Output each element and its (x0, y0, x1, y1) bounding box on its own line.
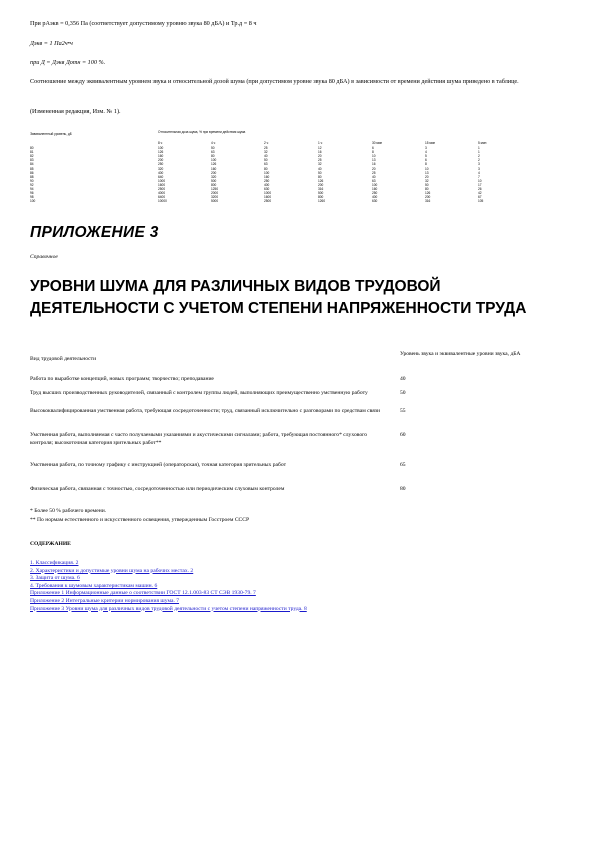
dose-table-cell: 16 (372, 162, 376, 167)
dose-table-cell: 10 (372, 154, 376, 159)
dose-table-cell: 200 (211, 170, 217, 175)
dose-table-cell: 400 (158, 170, 164, 175)
dose-table-cell: 6400 (158, 195, 166, 200)
dose-table-level-cell: 100 (30, 199, 36, 204)
dose-table-cell: 200 (425, 195, 431, 200)
dose-table-level-cell: 96 (30, 191, 34, 196)
dose-table-cell: 40 (318, 166, 322, 171)
dose-table-level-cell: 98 (30, 195, 34, 200)
dose-table-cell: 126 (211, 162, 217, 167)
dose-table-cell: 400 (372, 195, 378, 200)
dose-table-col-header: 2 ч (264, 141, 269, 145)
dose-table-cell: 50 (211, 146, 215, 150)
dose-table-cell: 3200 (211, 195, 219, 200)
dose-table-cell: 40 (372, 174, 376, 179)
dose-table-cell: 80 (425, 187, 429, 191)
footnote-2: ** По нормам естественного и искусственного освещения, утвержденным Госстроем СССР (30, 517, 250, 523)
dose-table-level-cell: 82 (30, 154, 34, 159)
activity-cell: Умственная работа, по точному графику с инструкцией (операторская), точная категория зрительных работ (30, 462, 287, 468)
dose-table-cell: 10 (478, 178, 482, 183)
dose-table-cell: 80 (211, 154, 215, 159)
dose-table-cell: 32 (318, 162, 322, 167)
dose-table-cell: 20 (318, 154, 322, 159)
dose-table-cell: 400 (264, 182, 270, 187)
dose-table-cell: 4 (478, 170, 480, 175)
amendment-note: (Измененная редакция, Изм. № 1). (30, 108, 121, 115)
dose-table-cell: 4 (425, 150, 427, 155)
dose-table-cell: 200 (318, 182, 324, 187)
dose-table-cell: 3 (425, 146, 427, 150)
dose-table-cell: 8 (425, 162, 427, 167)
dose-table-cell: 67 (478, 195, 482, 200)
intro-line-1: При рАэкв = 0,356 Па (соответствует допустимому уровню звука 80 дБА) и Тр.д = 8 ч (30, 20, 257, 27)
dose-table-cell: 100 (372, 182, 378, 187)
activity-cell: Труд высших производственных руководителей, связанный с контролем группы людей, выполняющих преимущественно умственную работу (30, 390, 368, 396)
dose-table-cell: 320 (211, 174, 217, 179)
dose-table-cell: 10 (425, 166, 429, 171)
footnote-1: * Более 50 % рабочего времени. (30, 508, 107, 514)
dose-table-cell: 2500 (264, 199, 272, 204)
dose-table-col-header: 1 ч (318, 141, 323, 145)
dose-table-cell: 250 (158, 162, 164, 167)
dose-table-cell: 2 (478, 158, 480, 163)
dose-table-cell: 10000 (158, 199, 167, 204)
dose-table-cell: 7 (478, 174, 480, 179)
dose-table-cell: 640 (158, 174, 164, 179)
dose-table-cell: 160 (158, 154, 164, 159)
dose-table-cell: 316 (318, 187, 324, 191)
noise-level-cell: 65 (400, 462, 406, 468)
dose-table-level-cell: 86 (30, 170, 34, 175)
contents-link[interactable]: 1. Классификация. 2 (30, 560, 79, 566)
activity-cell: Физическая работа, связанная с точностью, сосредоточенностью или периодическим слуховым контролем (30, 486, 285, 492)
intro-line-2: Дэкв = 1 Па2ч•ч (30, 40, 73, 47)
contents-link[interactable]: Приложение 3 Уровни шума для различных видов трудовой деятельности с учетом степени напряженности труда. 8 (30, 605, 307, 612)
dose-table-col-header: 8 ч (158, 141, 163, 145)
dose-table-col-header: 4 ч (211, 141, 216, 145)
dose-table-cell: 1250 (211, 187, 219, 191)
dose-table-cell: 32 (264, 150, 268, 155)
levels-header-level: Уровень звука и эквивалентные уровни звука, дБА (400, 351, 521, 357)
contents-link[interactable]: 2. Характеристики и допустимые уровни шума на рабочих местах. 2 (30, 567, 194, 574)
noise-level-cell: 40 (400, 376, 406, 382)
dose-table-cell: 63 (264, 162, 268, 167)
dose-table-cell: 40 (264, 154, 268, 159)
dose-table-cell: 160 (372, 187, 378, 191)
dose-table-cell: 800 (211, 182, 217, 187)
contents-link[interactable]: Приложение 2 Интегральные критерии нормирования шума. 7 (30, 597, 180, 604)
dose-table-cell: 5000 (211, 199, 219, 204)
dose-table-cell: 1000 (264, 191, 272, 196)
dose-table-cell: 63 (372, 178, 376, 183)
dose-table-cell: 500 (318, 191, 324, 196)
dose-table-level-cell: 90 (30, 178, 34, 183)
dose-table-cell: 16 (318, 150, 322, 155)
dose-table-cell: 6 (425, 158, 427, 163)
dose-table-cell: 100 (211, 158, 217, 163)
dose-table-col0-header: Эквивалентный уровень, дБ (30, 132, 72, 136)
dose-table-cell: 100 (158, 146, 164, 150)
dose-table-cell: 50 (318, 170, 322, 175)
activity-cell: Умственная работа, выполняемая с часто получаемыми указаниями и акустическими сигналами; работа, требующая постоянного* слухового контроля; высокоточная категория зрительных работ** (30, 432, 368, 446)
activity-cell: Высококвалифицированная умственная работа, требующая сосредоточенности; труд, связанный исключительно с разговорами по средствам связи (30, 408, 381, 414)
dose-table-cell: 160 (264, 174, 270, 179)
contents-heading: СОДЕРЖАНИЕ (30, 541, 71, 547)
dose-table-col-header: 30 мин (372, 141, 383, 145)
dose-table-cell: 316 (425, 199, 431, 204)
contents-link[interactable]: 3. Защита от шума. 6 (30, 575, 80, 582)
dose-table-cell: 50 (264, 158, 268, 163)
contents-list (30, 560, 307, 613)
appendix-heading: ПРИЛОЖЕНИЕ 3 (30, 224, 159, 241)
dose-table-cell: 126 (158, 150, 164, 155)
noise-level-cell: 80 (400, 486, 406, 492)
dose-table-cell: 250 (372, 191, 378, 196)
dose-table-level-cell: 85 (30, 166, 34, 171)
dose-table-level-cell: 80 (30, 146, 34, 150)
dose-table-cell: 1260 (318, 199, 326, 204)
dose-table-cell: 63 (211, 150, 215, 155)
dose-table-cell: 1600 (158, 182, 166, 187)
dose-table-cell: 50 (425, 182, 429, 187)
activity-cell: Работа по выработке концепций, новых программ; творчество; преподавание (30, 376, 214, 382)
dose-table-cell: 25 (318, 158, 322, 163)
dose-table-cell: 12 (318, 146, 322, 150)
dose-table-cell: 630 (264, 187, 270, 191)
dose-table-cell: 13 (425, 170, 429, 175)
dose-table-cell: 80 (264, 166, 268, 171)
dose-table-cell: 630 (372, 199, 378, 204)
dose-table-cell: 25 (372, 170, 376, 175)
dose-table-cell: 26 (478, 187, 482, 191)
noise-level-cell: 55 (400, 408, 406, 414)
dose-table-cell: 4000 (158, 191, 166, 196)
dose-table-col-header: 5 мин (478, 141, 487, 145)
dose-table-cell: 80 (318, 174, 322, 179)
dose-table-cell: 17 (478, 182, 482, 187)
dose-table-cell: 8 (372, 150, 374, 155)
dose-table-cell: 2000 (211, 191, 219, 196)
dose-table-cell: 2 (478, 154, 480, 159)
dose-table-cell: 20 (425, 174, 429, 179)
dose-table-cell: 100 (264, 170, 270, 175)
levels-header-activity: Вид трудовой деятельности (30, 356, 97, 362)
dose-table-cell: 200 (158, 158, 164, 163)
dose-table-level-cell: 88 (30, 174, 34, 179)
dose-table-cell: 5 (425, 154, 427, 159)
contents-link[interactable]: 4. Требования к шумовым характеристикам машин. 6 (30, 582, 158, 589)
dose-table-cell: 25 (264, 146, 268, 150)
dose-table-cell: 800 (318, 195, 324, 200)
dose-table-cell: 1 (478, 150, 480, 155)
dose-table-cell: 126 (318, 178, 324, 183)
appendix-subheading: Справочное (30, 254, 58, 260)
dose-table-cell: 126 (425, 191, 431, 196)
dose-table-level-cell: 81 (30, 150, 34, 155)
appendix-title: УРОВНИ ШУМА ДЛЯ РАЗЛИЧНЫХ ВИДОВ ТРУДОВОЙ ДЕЯТЕЛЬНОСТИ С УЧЕТОМ СТЕПЕНИ НАПРЯЖЕННОСТИ ТРУДА (30, 278, 527, 317)
noise-level-cell: 60 (400, 432, 406, 438)
dose-table-cell: 2500 (158, 187, 166, 191)
dose-table-cell: 3 (478, 166, 480, 171)
dose-table-cell: 1000 (158, 178, 166, 183)
dose-table-cell: 6 (372, 146, 374, 150)
contents-link[interactable]: Приложение 1 Информационные данные о соответствии ГОСТ 12.1.003-83 СТ СЭВ 1930-79. 7 (30, 590, 256, 597)
dose-table-cell: 160 (211, 166, 217, 171)
noise-level-cell: 50 (400, 390, 406, 396)
dose-table-cell: 1 (478, 146, 480, 150)
dose-table-col-header: 15 мин (425, 141, 436, 145)
dose-table-cell: 13 (372, 158, 376, 163)
dose-table-cell: 1600 (264, 195, 272, 200)
dose-table-group-header: Относительная доза шума, % при времени действия шума (158, 130, 246, 134)
dose-table-cell: 320 (158, 166, 164, 171)
dose-table-cell: 32 (425, 178, 429, 183)
intro-paragraph: Соотношение между эквивалентным уровнем звука и относительной дозой шума (при допустимом уровне звука 80 дБА) в зависимости от времени действия шума приведено в таблице. (30, 78, 519, 85)
dose-table-level-cell: 92 (30, 182, 34, 187)
dose-table-level-cell: 94 (30, 187, 34, 191)
dose-table-cell: 500 (211, 178, 217, 183)
intro-line-3: при Д = Дэкв Дотн = 100 %. (30, 59, 106, 66)
dose-table-level-cell: 83 (30, 158, 34, 163)
dose-table-cell: 42 (478, 191, 482, 196)
dose-table-cell: 105 (478, 199, 484, 204)
dose-table-cell: 3 (478, 162, 480, 167)
dose-table-level-cell: 84 (30, 162, 34, 167)
dose-table-cell: 20 (372, 166, 376, 171)
dose-table-cell: 250 (264, 178, 270, 183)
